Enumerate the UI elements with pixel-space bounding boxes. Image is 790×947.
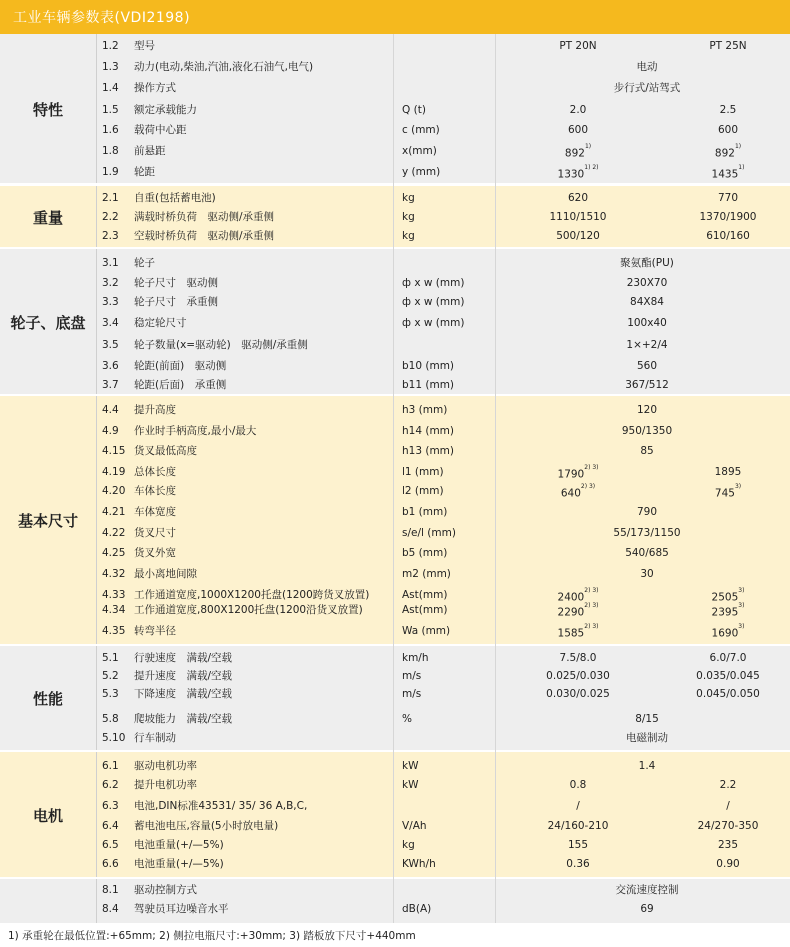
row-name: 车体宽度 <box>134 506 176 518</box>
row-number: 5.2 <box>102 670 119 682</box>
row-unit: km/h <box>402 652 429 664</box>
row-name: 车体长度 <box>134 485 176 497</box>
row-number: 1.4 <box>102 82 119 94</box>
row-number: 6.1 <box>102 760 119 772</box>
table-row <box>0 648 790 668</box>
row-unit: Ast(mm) <box>402 589 448 601</box>
row-number: 6.3 <box>102 800 119 812</box>
row-number: 5.1 <box>102 652 119 664</box>
value-pt25n: 2.2 <box>719 779 737 791</box>
footnote-marker: 2) 3) <box>584 623 599 630</box>
row-number: 4.34 <box>102 604 126 616</box>
row-name: 总体长度 <box>134 466 176 478</box>
value-pt25n: 892$^{1)}$ <box>714 143 742 160</box>
row-name: 操作方式 <box>134 82 176 94</box>
row-unit: b10 (mm) <box>402 360 455 372</box>
footnote-marker: 3) <box>734 483 742 490</box>
footnote-marker: 2) 3) <box>584 464 599 471</box>
row-name: 空载时桥负荷 驱动侧/承重侧 <box>134 230 275 242</box>
row-unit: Ast(mm) <box>402 604 448 616</box>
row-number: 2.2 <box>102 211 119 223</box>
value-pt25n: 0.035/0.045 <box>696 670 760 682</box>
row-number: 2.3 <box>102 230 119 242</box>
table-row <box>0 854 790 874</box>
row-name: 驱动控制方式 <box>134 884 197 896</box>
value-common: 电磁制动 <box>626 732 668 744</box>
value-pt25n: 600 <box>717 124 739 136</box>
row-number: 4.21 <box>102 506 126 518</box>
row-name: 轮距(前面) 驱动侧 <box>134 360 227 372</box>
table-row <box>0 292 790 312</box>
value-pt25n: PT 25N <box>709 40 747 52</box>
value-pt20n: PT 20N <box>559 40 597 52</box>
row-name: 前悬距 <box>134 145 166 157</box>
value-pt25n: 745$^{3)}$ <box>714 483 742 500</box>
row-number: 4.25 <box>102 547 126 559</box>
value-pt20n: 0.8 <box>569 779 587 791</box>
value-pt25n: 770 <box>717 192 739 204</box>
row-number: 8.4 <box>102 903 119 915</box>
row-number: 4.9 <box>102 425 119 437</box>
table-row <box>0 335 790 355</box>
value-pt25n: 1690$^{3)}$ <box>711 623 745 640</box>
row-name: 电池重量(+/—5%) <box>134 839 224 851</box>
value-common: 367/512 <box>625 379 669 391</box>
row-unit: s/e/l (mm) <box>402 527 456 539</box>
row-number: 4.15 <box>102 445 126 457</box>
row-unit: c (mm) <box>402 124 440 136</box>
section-title: 性能 <box>32 690 63 708</box>
row-unit: kW <box>402 760 419 772</box>
row-unit: kW <box>402 779 419 791</box>
value-pt20n: 600 <box>567 124 589 136</box>
row-name: 行驶速度 满载/空载 <box>134 652 233 664</box>
row-name: 载荷中心距 <box>134 124 187 136</box>
value-common: 30 <box>640 568 654 580</box>
row-number: 1.8 <box>102 145 119 157</box>
value-pt25n: 1895 <box>714 466 742 478</box>
value-pt20n: 1110/1510 <box>549 211 607 223</box>
value-pt20n: $1790^{2) 3)}$ <box>557 464 599 481</box>
table-row <box>0 523 790 543</box>
value-pt25n: 2505$^{3)}$ <box>711 587 745 604</box>
value-pt25n: 235 <box>717 839 739 851</box>
footnote-marker: 1) <box>584 143 592 150</box>
section-title: 特性 <box>32 100 63 119</box>
row-number: 6.6 <box>102 858 119 870</box>
row-name: 工作通道宽度,800X1200托盘(1200沿货叉放置) <box>134 604 363 616</box>
value-common: 560 <box>636 360 658 372</box>
row-number: 1.2 <box>102 40 119 52</box>
row-number: 6.2 <box>102 779 119 791</box>
row-number: 1.3 <box>102 61 119 73</box>
row-unit: kg <box>402 192 415 204</box>
row-unit: % <box>402 713 412 725</box>
value-pt20n: 892$^{1)}$ <box>564 143 592 160</box>
row-unit: b11 (mm) <box>402 379 455 391</box>
row-name: 转弯半径 <box>134 625 176 637</box>
value-pt20n: 620 <box>567 192 589 204</box>
row-unit: m/s <box>402 688 422 700</box>
footnote-marker: 1) 2) <box>584 164 599 171</box>
row-number: 5.10 <box>102 732 126 744</box>
value-pt20n: / <box>576 800 580 812</box>
section-title: 基本尺寸 <box>17 512 78 530</box>
value-common: 1×+2/4 <box>626 339 668 351</box>
row-unit: kg <box>402 211 415 223</box>
column-divider <box>393 34 394 923</box>
row-unit: h3 (mm) <box>402 404 448 416</box>
table-row <box>0 226 790 246</box>
row-number: 5.3 <box>102 688 119 700</box>
table-row <box>0 207 790 227</box>
row-name: 轮子尺寸 驱动侧 <box>134 277 218 289</box>
value-common: 950/1350 <box>621 425 673 437</box>
table-row <box>0 666 790 686</box>
row-name: 货叉尺寸 <box>134 527 176 539</box>
table-row <box>0 162 790 182</box>
value-common: 230X70 <box>626 277 668 289</box>
row-number: 4.33 <box>102 589 126 601</box>
value-common: 聚氨酯(PU) <box>620 257 674 269</box>
row-name: 轮距 <box>134 166 155 178</box>
table-row <box>0 728 790 748</box>
value-pt20n: 24/160-210 <box>547 820 609 832</box>
value-pt20n: $2290^{2) 3)}$ <box>557 602 599 619</box>
table-row <box>0 684 790 704</box>
table-row <box>0 57 790 77</box>
footnote-marker: 1) <box>738 164 745 171</box>
table-row <box>0 400 790 420</box>
row-number: 3.1 <box>102 257 119 269</box>
row-number: 4.32 <box>102 568 126 580</box>
table-row <box>0 441 790 461</box>
row-number: 3.5 <box>102 339 119 351</box>
row-name: 驾驶员耳边噪音水平 <box>134 903 229 915</box>
value-common: 1.4 <box>638 760 656 772</box>
table-row <box>0 543 790 563</box>
value-pt25n: 1435$^{1)}$ <box>711 164 745 181</box>
row-number: 8.1 <box>102 884 119 896</box>
row-name: 额定承载能力 <box>134 104 197 116</box>
row-unit: b1 (mm) <box>402 506 448 518</box>
table-row <box>0 36 790 56</box>
value-pt20n: $640^{2) 3)}$ <box>560 483 596 500</box>
row-name: 蓄电池电压,容量(5小时放电量) <box>134 820 279 832</box>
row-name: 满载时桥负荷 驱动侧/承重侧 <box>134 211 275 223</box>
value-pt25n: 0.045/0.050 <box>696 688 760 700</box>
table-row <box>0 100 790 120</box>
row-unit: l2 (mm) <box>402 485 444 497</box>
row-name: 轮子尺寸 承重侧 <box>134 296 218 308</box>
row-name: 货叉外宽 <box>134 547 176 559</box>
footnote: 1) 承重轮在最低位置:+65mm; 2) 侧拉电瓶尺寸:+30mm; 3) 踏板放下尺寸+440mm <box>8 930 416 942</box>
value-common: 84X84 <box>630 296 664 308</box>
row-number: 1.5 <box>102 104 119 116</box>
value-pt20n: $1330^{1) 2)}$ <box>557 164 599 181</box>
value-pt20n: 0.025/0.030 <box>546 670 610 682</box>
value-common: 120 <box>636 404 658 416</box>
table-row <box>0 188 790 208</box>
row-name: 提升速度 满载/空载 <box>134 670 233 682</box>
row-name: 下降速度 满载/空载 <box>134 688 233 700</box>
row-number: 1.9 <box>102 166 119 178</box>
row-number: 1.6 <box>102 124 119 136</box>
value-common: 540/685 <box>625 547 669 559</box>
table-row <box>0 421 790 441</box>
table-row <box>0 880 790 900</box>
table-row <box>0 78 790 98</box>
row-number: 4.20 <box>102 485 126 497</box>
table-row <box>0 273 790 293</box>
row-name: 轮距(后面) 承重侧 <box>134 379 227 391</box>
row-unit: V/Ah <box>402 820 427 832</box>
row-name: 提升电机功率 <box>134 779 197 791</box>
row-unit: m2 (mm) <box>402 568 451 580</box>
row-unit: ф x w (mm) <box>402 296 465 308</box>
row-name: 行车制动 <box>134 732 176 744</box>
row-name: 轮子数量(x=驱动轮) 驱动侧/承重侧 <box>134 339 308 351</box>
row-name: 驱动电机功率 <box>134 760 197 772</box>
value-common: 69 <box>640 903 654 915</box>
row-number: 3.3 <box>102 296 119 308</box>
value-common: 55/173/1150 <box>613 527 681 539</box>
row-number: 6.4 <box>102 820 119 832</box>
footnote-marker: 2) 3) <box>584 602 599 609</box>
value-common: 790 <box>636 506 658 518</box>
footnote-marker: 3) <box>738 587 745 594</box>
header-title: 工业车辆参数表(VDI2198) <box>13 10 191 26</box>
table-row <box>0 375 790 395</box>
row-name: 爬坡能力 满载/空载 <box>134 713 233 725</box>
value-pt25n: 1370/1900 <box>699 211 757 223</box>
row-unit: KWh/h <box>402 858 436 870</box>
footnote-marker: 1) <box>734 143 742 150</box>
table-row <box>0 481 790 501</box>
table-row <box>0 709 790 729</box>
row-unit: x(mm) <box>402 145 437 157</box>
value-pt20n: $2400^{2) 3)}$ <box>557 587 599 604</box>
row-unit: ф x w (mm) <box>402 317 465 329</box>
footnote-marker: 3) <box>738 602 745 609</box>
value-pt25n: 2.5 <box>719 104 737 116</box>
row-unit: Wa (mm) <box>402 625 451 637</box>
table-row <box>0 564 790 584</box>
row-unit: ф x w (mm) <box>402 277 465 289</box>
column-divider <box>495 34 496 923</box>
footnote-marker: 2) 3) <box>580 483 596 490</box>
table-row <box>0 600 790 620</box>
value-common: 85 <box>640 445 654 457</box>
row-number: 4.35 <box>102 625 126 637</box>
row-unit: b5 (mm) <box>402 547 448 559</box>
footnote-marker: 2) 3) <box>584 587 599 594</box>
table-row <box>0 253 790 273</box>
value-pt20n: 155 <box>567 839 589 851</box>
row-name: 轮子 <box>134 257 155 269</box>
row-name: 作业时手柄高度,最小/最大 <box>134 425 257 437</box>
value-pt20n: 500/120 <box>556 230 600 242</box>
value-pt25n: / <box>726 800 730 812</box>
value-common: 8/15 <box>635 713 659 725</box>
table-row <box>0 356 790 376</box>
section-title: 重量 <box>32 208 63 227</box>
value-pt20n: $1585^{2) 3)}$ <box>557 623 599 640</box>
row-name: 动力(电动,柴油,汽油,液化石油气,电气) <box>134 61 314 73</box>
value-common: 电动 <box>636 61 658 73</box>
row-unit: l1 (mm) <box>402 466 444 478</box>
row-unit: h14 (mm) <box>402 425 455 437</box>
row-number: 3.6 <box>102 360 119 372</box>
table-row <box>0 775 790 795</box>
row-name: 电池,DIN标准43531/ 35/ 36 A,B,C, <box>134 800 308 812</box>
value-pt25n: 24/270-350 <box>697 820 759 832</box>
row-number: 3.4 <box>102 317 119 329</box>
row-name: 工作通道宽度,1000X1200托盘(1200跨货叉放置) <box>134 589 370 601</box>
table-row <box>0 796 790 816</box>
row-name: 提升高度 <box>134 404 176 416</box>
row-name: 稳定轮尺寸 <box>134 317 187 329</box>
table-row <box>0 835 790 855</box>
value-pt25n: 2395$^{3)}$ <box>711 602 745 619</box>
footnote-marker: 3) <box>738 623 745 630</box>
value-pt25n: 6.0/7.0 <box>709 652 747 664</box>
section-title: 轮子、底盘 <box>10 313 86 332</box>
row-unit: y (mm) <box>402 166 441 178</box>
table-row <box>0 313 790 333</box>
table-row <box>0 141 790 161</box>
row-number: 5.8 <box>102 713 119 725</box>
value-pt20n: 7.5/8.0 <box>559 652 597 664</box>
section-title: 电机 <box>32 806 63 825</box>
row-unit: dB(A) <box>402 903 432 915</box>
value-pt20n: 0.030/0.025 <box>546 688 610 700</box>
row-name: 电池重量(+/—5%) <box>134 858 224 870</box>
row-number: 4.22 <box>102 527 126 539</box>
value-common: 交流速度控制 <box>615 884 679 896</box>
row-name: 最小离地间隙 <box>134 568 197 580</box>
row-unit: kg <box>402 839 415 851</box>
row-name: 型号 <box>134 40 155 52</box>
table-row <box>0 756 790 776</box>
table-row <box>0 621 790 641</box>
table-row <box>0 502 790 522</box>
row-name: 货叉最低高度 <box>134 445 197 457</box>
table-row <box>0 462 790 482</box>
row-number: 3.2 <box>102 277 119 289</box>
row-number: 4.4 <box>102 404 119 416</box>
value-pt20n: 0.36 <box>566 858 590 870</box>
row-number: 6.5 <box>102 839 119 851</box>
value-pt20n: 2.0 <box>569 104 587 116</box>
row-number: 3.7 <box>102 379 119 391</box>
table-row <box>0 120 790 140</box>
row-unit: Q (t) <box>402 104 426 116</box>
header-bar <box>0 0 790 34</box>
table-row <box>0 899 790 919</box>
row-number: 4.19 <box>102 466 126 478</box>
row-unit: kg <box>402 230 415 242</box>
value-pt25n: 0.90 <box>716 858 740 870</box>
value-pt25n: 610/160 <box>706 230 750 242</box>
row-number: 2.1 <box>102 192 119 204</box>
row-name: 自重(包括蓄电池) <box>134 192 216 204</box>
value-common: 100x40 <box>627 317 667 329</box>
table-row <box>0 816 790 836</box>
value-common: 步行式/站驾式 <box>613 82 681 94</box>
row-unit: m/s <box>402 670 422 682</box>
row-unit: h13 (mm) <box>402 445 455 457</box>
